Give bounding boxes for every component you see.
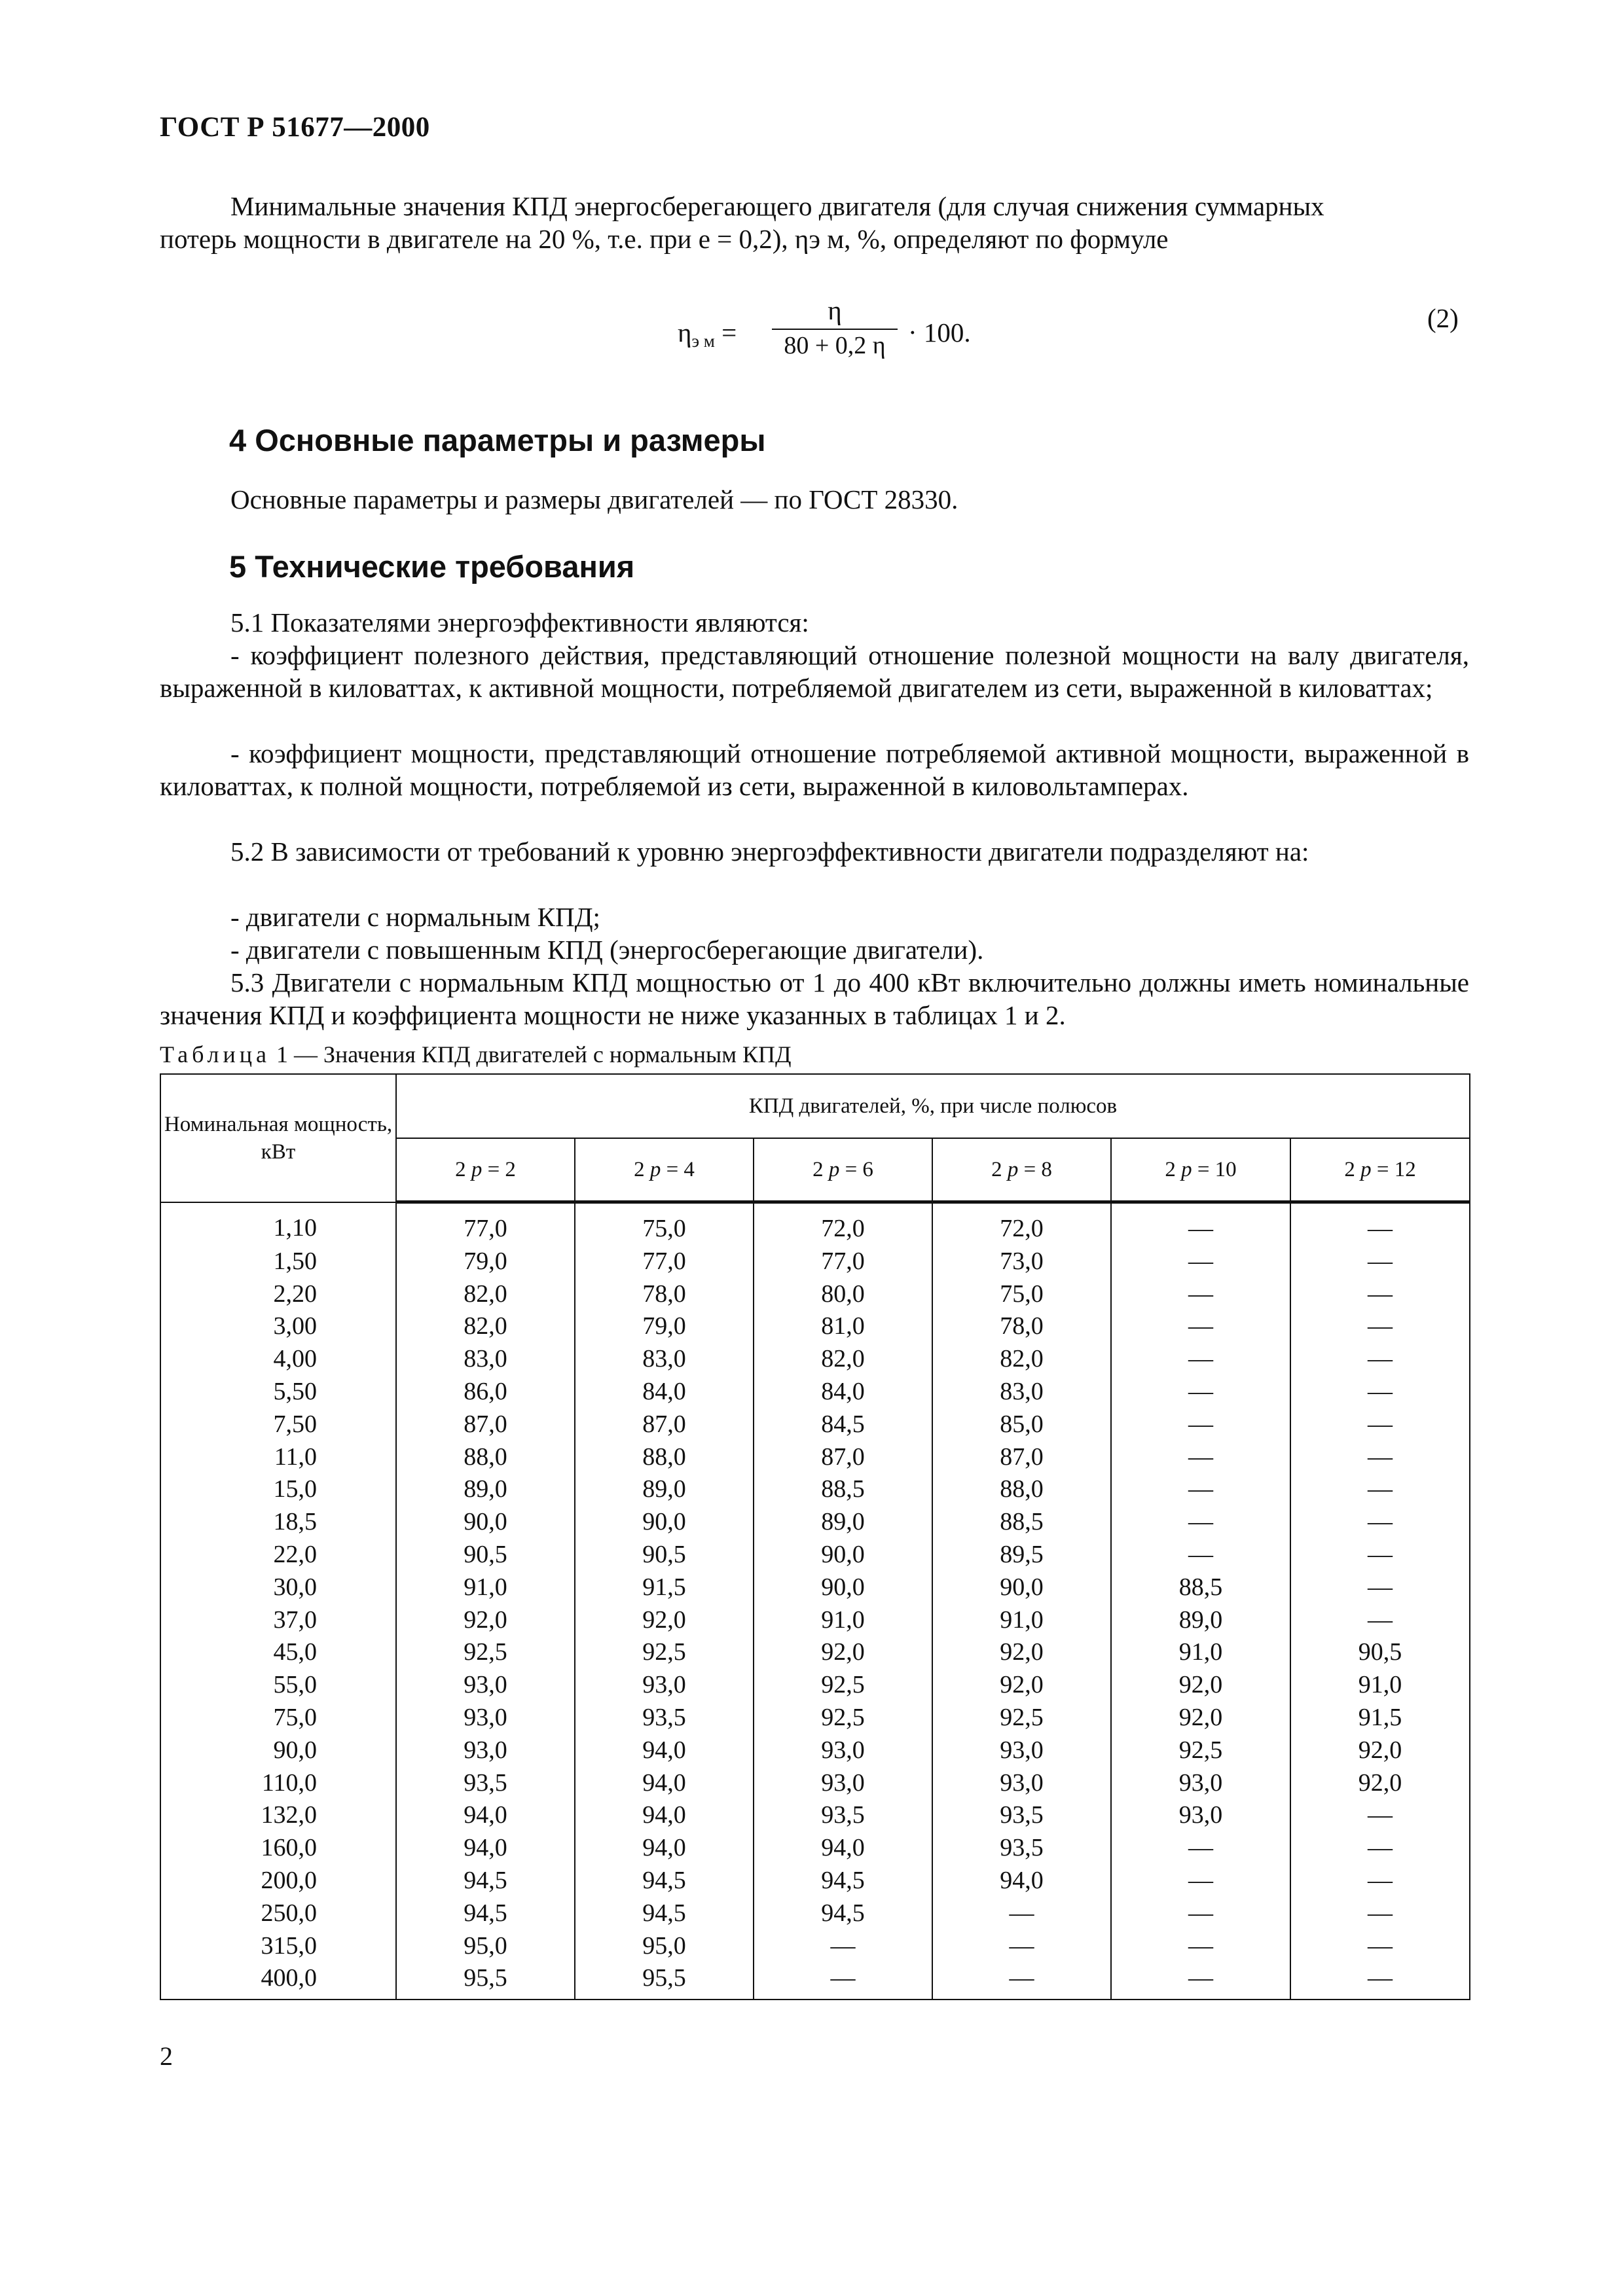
- efficiency-cell: —: [1111, 1473, 1290, 1506]
- efficiency-cell: 87,0: [754, 1441, 932, 1474]
- efficiency-cell: —: [932, 1962, 1111, 2000]
- efficiency-group-header: КПД двигателей, %, при числе полюсов: [396, 1074, 1470, 1138]
- power-cell: 11,0: [160, 1441, 396, 1474]
- efficiency-cell: —: [1111, 1310, 1290, 1343]
- efficiency-cell: 89,0: [396, 1473, 575, 1506]
- efficiency-cell: 88,5: [1111, 1571, 1290, 1604]
- power-cell: 45,0: [160, 1636, 396, 1669]
- formula-lhs-symbol: η: [678, 317, 692, 348]
- efficiency-cell: 95,5: [396, 1962, 575, 2000]
- intro-paragraph: [160, 190, 1469, 255]
- efficiency-cell: 93,0: [932, 1767, 1111, 1800]
- efficiency-cell: —: [1111, 1506, 1290, 1539]
- efficiency-cell: 89,5: [932, 1539, 1111, 1571]
- efficiency-cell: 94,5: [575, 1865, 754, 1897]
- efficiency-cell: 77,0: [396, 1202, 575, 1246]
- efficiency-cell: —: [1290, 1539, 1470, 1571]
- table-row: [160, 1539, 1470, 1571]
- efficiency-cell: —: [1290, 1278, 1470, 1311]
- efficiency-cell: —: [1290, 1376, 1470, 1408]
- efficiency-cell: 84,5: [754, 1408, 932, 1441]
- efficiency-cell: 92,5: [754, 1669, 932, 1702]
- section-5-1-item-2: - коэффициент мощности, представляющий отношение потребляемой активной мощности, выраженной в киловаттах, к полной мощности, потребляемой из сети, выраженной в киловольтамперах.: [160, 738, 1469, 801]
- efficiency-cell: 84,0: [754, 1376, 932, 1408]
- efficiency-cell: 83,0: [575, 1343, 754, 1376]
- efficiency-cell: 79,0: [575, 1310, 754, 1343]
- efficiency-cell: —: [1290, 1897, 1470, 1930]
- efficiency-cell: 87,0: [575, 1408, 754, 1441]
- efficiency-cell: —: [1290, 1506, 1470, 1539]
- efficiency-cell: 72,0: [932, 1202, 1111, 1246]
- efficiency-cell: 92,0: [1111, 1702, 1290, 1734]
- power-cell: 18,5: [160, 1506, 396, 1539]
- efficiency-cell: 92,0: [1290, 1767, 1470, 1800]
- power-cell: 132,0: [160, 1799, 396, 1832]
- efficiency-cell: 78,0: [932, 1310, 1111, 1343]
- table-row: [160, 1473, 1470, 1506]
- efficiency-cell: 89,0: [754, 1506, 932, 1539]
- efficiency-cell: 91,0: [396, 1571, 575, 1604]
- power-cell: 200,0: [160, 1865, 396, 1897]
- efficiency-cell: —: [1290, 1343, 1470, 1376]
- power-cell: 22,0: [160, 1539, 396, 1571]
- efficiency-cell: —: [1111, 1408, 1290, 1441]
- efficiency-cell: —: [1290, 1408, 1470, 1441]
- section-5-3: 5.3 Двигатели с нормальным КПД мощностью от 1 до 400 кВт включительно должны иметь номинальные значения КПД и коэффициента мощности не ниже указанных в таблицах 1 и 2.: [160, 967, 1469, 1030]
- section-5-2-item-1: - двигатели с нормальным КПД;: [230, 902, 600, 932]
- pole-header: 2 p = 4: [575, 1138, 754, 1202]
- power-cell: 4,00: [160, 1343, 396, 1376]
- efficiency-cell: 93,0: [1111, 1767, 1290, 1800]
- efficiency-cell: 93,5: [932, 1799, 1111, 1832]
- efficiency-cell: 79,0: [396, 1246, 575, 1278]
- table-row: [160, 1962, 1470, 2000]
- efficiency-cell: 82,0: [396, 1278, 575, 1311]
- efficiency-cell: 92,0: [575, 1604, 754, 1637]
- efficiency-cell: 83,0: [932, 1376, 1111, 1408]
- section-4-text: Основные параметры и размеры двигателей — по ГОСТ 28330.: [230, 484, 958, 514]
- pole-variable: p: [649, 1157, 661, 1181]
- efficiency-cell: 86,0: [396, 1376, 575, 1408]
- efficiency-cell: —: [1290, 1865, 1470, 1897]
- table-row: [160, 1506, 1470, 1539]
- document-header: ГОСТ Р 51677—2000: [160, 112, 430, 143]
- pole-variable: p: [471, 1157, 483, 1181]
- efficiency-cell: 95,5: [575, 1962, 754, 2000]
- efficiency-cell: —: [1111, 1865, 1290, 1897]
- efficiency-cell: 94,0: [575, 1734, 754, 1767]
- pole-variable: p: [1360, 1157, 1372, 1181]
- efficiency-cell: 94,5: [575, 1897, 754, 1930]
- efficiency-cell: —: [1290, 1571, 1470, 1604]
- efficiency-cell: 90,0: [575, 1506, 754, 1539]
- efficiency-cell: —: [1111, 1246, 1290, 1278]
- efficiency-cell: 92,0: [1290, 1734, 1470, 1767]
- power-cell: 55,0: [160, 1669, 396, 1702]
- section-5-1: 5.1 Показателями энергоэффективности являются:: [230, 607, 809, 637]
- efficiency-cell: 91,0: [1111, 1636, 1290, 1669]
- table-row: [160, 1669, 1470, 1702]
- efficiency-cell: 93,0: [1111, 1799, 1290, 1832]
- efficiency-cell: 82,0: [754, 1343, 932, 1376]
- table-row: [160, 1636, 1470, 1669]
- table-1-caption: [160, 1041, 792, 1068]
- efficiency-cell: 88,0: [575, 1441, 754, 1474]
- table-row: [160, 1865, 1470, 1897]
- table-row: [160, 1408, 1470, 1441]
- efficiency-cell: 77,0: [754, 1246, 932, 1278]
- power-cell: 3,00: [160, 1310, 396, 1343]
- efficiency-cell: —: [1111, 1278, 1290, 1311]
- section-4-title: 4 Основные параметры и размеры: [229, 423, 766, 457]
- efficiency-cell: —: [754, 1962, 932, 2000]
- table-caption-text: 1 — Значения КПД двигателей с нормальным КПД: [270, 1041, 792, 1067]
- efficiency-cell: 93,5: [575, 1702, 754, 1734]
- efficiency-cell: —: [1290, 1246, 1470, 1278]
- efficiency-cell: 85,0: [932, 1408, 1111, 1441]
- fraction-bar: [772, 329, 898, 330]
- table-body: [160, 1202, 1470, 2000]
- power-cell: 7,50: [160, 1408, 396, 1441]
- efficiency-cell: —: [1290, 1202, 1470, 1246]
- efficiency-cell: 93,5: [396, 1767, 575, 1800]
- efficiency-cell: 94,0: [575, 1799, 754, 1832]
- efficiency-cell: —: [932, 1930, 1111, 1963]
- efficiency-cell: —: [1111, 1930, 1290, 1963]
- power-cell: 1,10: [160, 1202, 396, 1246]
- efficiency-cell: 89,0: [575, 1473, 754, 1506]
- section-5-2-item-2: - двигатели с повышенным КПД (энергосберегающие двигатели).: [230, 935, 984, 965]
- formula-lhs-subscript: э м: [691, 331, 715, 351]
- efficiency-cell: 94,0: [396, 1832, 575, 1865]
- efficiency-cell: 72,0: [754, 1202, 932, 1246]
- efficiency-cell: 95,0: [575, 1930, 754, 1963]
- efficiency-cell: 94,5: [754, 1897, 932, 1930]
- efficiency-cell: 91,0: [1290, 1669, 1470, 1702]
- section-5-title: 5 Технические требования: [229, 549, 635, 584]
- efficiency-cell: 94,5: [396, 1865, 575, 1897]
- efficiency-cell: 94,5: [396, 1897, 575, 1930]
- efficiency-cell: —: [1111, 1539, 1290, 1571]
- efficiency-cell: —: [1111, 1202, 1290, 1246]
- efficiency-cell: 93,0: [396, 1702, 575, 1734]
- efficiency-cell: 92,0: [396, 1604, 575, 1637]
- power-cell: 15,0: [160, 1473, 396, 1506]
- table-row: [160, 1310, 1470, 1343]
- efficiency-cell: 94,0: [575, 1832, 754, 1865]
- section-5-1-item-1: - коэффициент полезного действия, представляющий отношение полезной мощности на валу двигателя, выраженной в киловаттах, к активной мощности, потребляемой двигателем из сети, выраженной в киловаттах;: [160, 640, 1469, 703]
- table-row: [160, 1832, 1470, 1865]
- efficiency-cell: 82,0: [396, 1310, 575, 1343]
- table-row: [160, 1202, 1470, 1246]
- efficiency-cell: 75,0: [575, 1202, 754, 1246]
- efficiency-cell: 93,0: [754, 1767, 932, 1800]
- efficiency-cell: —: [1290, 1441, 1470, 1474]
- table-1: [160, 1073, 1470, 2000]
- table-row: [160, 1897, 1470, 1930]
- pole-header: 2 p = 6: [754, 1138, 932, 1202]
- efficiency-cell: 90,5: [396, 1539, 575, 1571]
- power-cell: 37,0: [160, 1604, 396, 1637]
- table-row: [160, 1604, 1470, 1637]
- efficiency-cell: 89,0: [1111, 1604, 1290, 1637]
- efficiency-cell: 91,5: [575, 1571, 754, 1604]
- efficiency-cell: 90,0: [932, 1571, 1111, 1604]
- power-cell: 110,0: [160, 1767, 396, 1800]
- efficiency-cell: —: [932, 1897, 1111, 1930]
- pole-header: 2 p = 10: [1111, 1138, 1290, 1202]
- pole-variable: p: [1007, 1157, 1019, 1181]
- efficiency-cell: 88,5: [754, 1473, 932, 1506]
- efficiency-cell: —: [1111, 1343, 1290, 1376]
- efficiency-cell: 91,0: [932, 1604, 1111, 1637]
- table-row: [160, 1278, 1470, 1311]
- efficiency-cell: —: [1290, 1930, 1470, 1963]
- efficiency-cell: 90,0: [754, 1571, 932, 1604]
- efficiency-cell: 93,0: [396, 1734, 575, 1767]
- efficiency-cell: 84,0: [575, 1376, 754, 1408]
- intro-line-1: Минимальные значения КПД энергосберегающего двигателя (для случая снижения суммарных: [230, 191, 1324, 221]
- table-row: [160, 1441, 1470, 1474]
- page-number: 2: [160, 2041, 173, 2071]
- power-cell: 400,0: [160, 1962, 396, 2000]
- efficiency-cell: 88,0: [932, 1473, 1111, 1506]
- intro-line-2: потерь мощности в двигателе на 20 %, т.е. при e = 0,2), ηэ м, %, определяют по формуле: [160, 224, 1169, 254]
- efficiency-cell: 93,5: [754, 1799, 932, 1832]
- table-row: [160, 1571, 1470, 1604]
- pole-header: 2 p = 12: [1290, 1138, 1470, 1202]
- table-row: [160, 1930, 1470, 1963]
- formula-denominator: 80 + 0,2 η: [784, 332, 886, 359]
- power-cell: 160,0: [160, 1832, 396, 1865]
- efficiency-cell: 82,0: [932, 1343, 1111, 1376]
- efficiency-cell: 80,0: [754, 1278, 932, 1311]
- power-cell: 90,0: [160, 1734, 396, 1767]
- table-row: [160, 1799, 1470, 1832]
- formula-equals: =: [721, 317, 737, 348]
- pole-header: 2 p = 2: [396, 1138, 575, 1202]
- formula-fraction: [769, 296, 900, 359]
- efficiency-cell: —: [754, 1930, 932, 1963]
- efficiency-cell: 81,0: [754, 1310, 932, 1343]
- power-cell: 315,0: [160, 1930, 396, 1963]
- efficiency-cell: 93,0: [754, 1734, 932, 1767]
- efficiency-cell: 92,5: [396, 1636, 575, 1669]
- pole-variable: p: [828, 1157, 840, 1181]
- formula-number: (2): [1427, 303, 1459, 333]
- efficiency-cell: 92,0: [754, 1636, 932, 1669]
- efficiency-cell: 95,0: [396, 1930, 575, 1963]
- efficiency-cell: 83,0: [396, 1343, 575, 1376]
- table-row: [160, 1767, 1470, 1800]
- efficiency-cell: 92,5: [754, 1702, 932, 1734]
- power-cell: 75,0: [160, 1702, 396, 1734]
- efficiency-cell: —: [1111, 1897, 1290, 1930]
- efficiency-cell: 91,5: [1290, 1702, 1470, 1734]
- efficiency-cell: 93,5: [932, 1832, 1111, 1865]
- efficiency-cell: 92,0: [1111, 1669, 1290, 1702]
- efficiency-cell: 92,0: [932, 1636, 1111, 1669]
- efficiency-cell: 93,0: [575, 1669, 754, 1702]
- formula-numerator: η: [828, 295, 842, 325]
- efficiency-cell: —: [1111, 1376, 1290, 1408]
- efficiency-cell: 94,0: [396, 1799, 575, 1832]
- table-row: [160, 1246, 1470, 1278]
- table-row: [160, 1702, 1470, 1734]
- efficiency-cell: 87,0: [396, 1408, 575, 1441]
- power-cell: 2,20: [160, 1278, 396, 1311]
- efficiency-cell: —: [1290, 1832, 1470, 1865]
- efficiency-cell: 92,5: [1111, 1734, 1290, 1767]
- table-row: [160, 1343, 1470, 1376]
- efficiency-cell: 90,5: [575, 1539, 754, 1571]
- efficiency-cell: 94,0: [932, 1865, 1111, 1897]
- efficiency-cell: 90,0: [396, 1506, 575, 1539]
- power-column-header: Номинальная мощность, кВт: [160, 1074, 396, 1202]
- efficiency-cell: 94,0: [754, 1832, 932, 1865]
- efficiency-cell: —: [1290, 1473, 1470, 1506]
- pole-variable: p: [1181, 1157, 1192, 1181]
- efficiency-cell: —: [1290, 1962, 1470, 2000]
- efficiency-cell: 92,5: [575, 1636, 754, 1669]
- section-5-2: 5.2 В зависимости от требований к уровню энергоэффективности двигатели подразделяют на:: [230, 836, 1309, 867]
- efficiency-cell: —: [1290, 1799, 1470, 1832]
- efficiency-cell: 78,0: [575, 1278, 754, 1311]
- efficiency-cell: —: [1111, 1832, 1290, 1865]
- efficiency-cell: 92,0: [932, 1669, 1111, 1702]
- efficiency-cell: 94,5: [754, 1865, 932, 1897]
- efficiency-cell: 90,5: [1290, 1636, 1470, 1669]
- power-cell: 250,0: [160, 1897, 396, 1930]
- efficiency-cell: 93,0: [932, 1734, 1111, 1767]
- formula-rhs: · 100.: [908, 317, 971, 348]
- efficiency-cell: 75,0: [932, 1278, 1111, 1311]
- efficiency-cell: —: [1290, 1604, 1470, 1637]
- efficiency-cell: 94,0: [575, 1767, 754, 1800]
- efficiency-cell: 88,5: [932, 1506, 1111, 1539]
- table-row: [160, 1734, 1470, 1767]
- efficiency-cell: 90,0: [754, 1539, 932, 1571]
- efficiency-cell: 93,0: [396, 1669, 575, 1702]
- power-cell: 1,50: [160, 1246, 396, 1278]
- efficiency-cell: —: [1111, 1962, 1290, 2000]
- efficiency-cell: 77,0: [575, 1246, 754, 1278]
- efficiency-cell: —: [1111, 1441, 1290, 1474]
- power-cell: 5,50: [160, 1376, 396, 1408]
- table-caption-label: Таблица: [160, 1041, 270, 1067]
- efficiency-cell: 87,0: [932, 1441, 1111, 1474]
- efficiency-cell: 88,0: [396, 1441, 575, 1474]
- formula-2: [678, 296, 1018, 374]
- efficiency-cell: 73,0: [932, 1246, 1111, 1278]
- formula-lhs: [678, 317, 737, 351]
- pole-header: 2 p = 8: [932, 1138, 1111, 1202]
- power-cell: 30,0: [160, 1571, 396, 1604]
- efficiency-cell: 92,5: [932, 1702, 1111, 1734]
- table-row: [160, 1376, 1470, 1408]
- efficiency-cell: —: [1290, 1310, 1470, 1343]
- efficiency-cell: 91,0: [754, 1604, 932, 1637]
